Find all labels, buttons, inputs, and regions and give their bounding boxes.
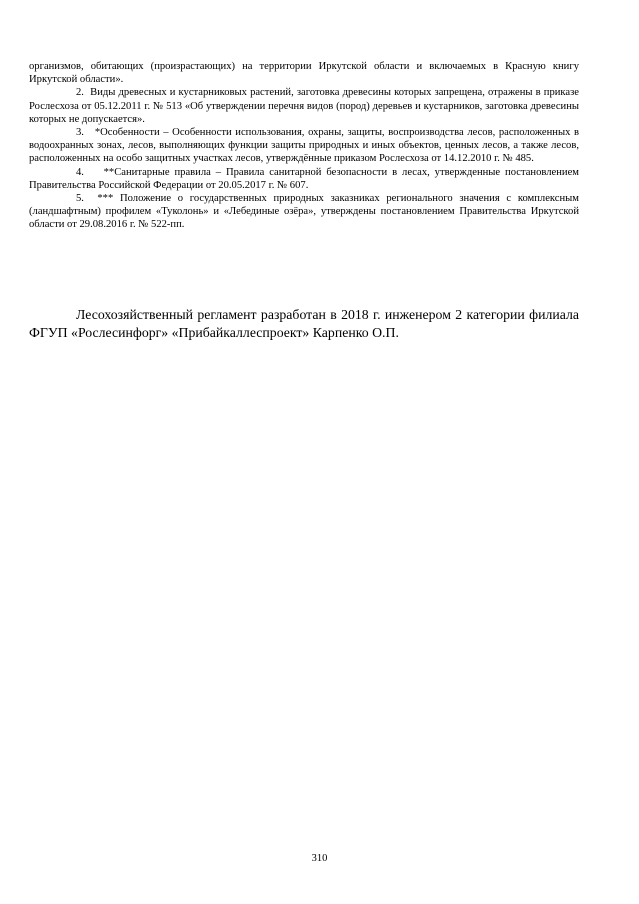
footnotes-block bbox=[29, 60, 579, 232]
note-item-5: 5. *** Положение о государственных природных заказниках регионального значения с комплексным (ландшафтным) профилем «Туколонь» и «Лебединые озёра», утверждены постановлением Правительства Иркутской области от 29.08.2016 г. № 522-пп. bbox=[29, 193, 579, 231]
page-number: 310 bbox=[311, 853, 328, 864]
note-item-4: 4. **Санитарные правила – Правила санитарной безопасности в лесах, утвержденные постановлением Правительства Российской Федерации от 20.05.2017 г. № 607. bbox=[29, 166, 579, 191]
note-item-3: 3. *Особенности – Особенности использования, охраны, защиты, воспроизводства лесов, расположенных в водоохранных зонах, лесов, выполняющих функции защиты природных и иных объектов, ценных лесов, а также лесов, расположенных на особо защитных участках лесов, утверждённые приказом Рослесхоза от 14.12.2010 г. № 485. bbox=[29, 127, 579, 165]
regulation-author-statement: Лесохозяйственный регламент разработан в 2018 г. инженером 2 категории филиала ФГУП «Рослесинфорг» «Прибайкаллеспроект» Карпенко О.П. bbox=[29, 307, 579, 340]
note-continuation: организмов, обитающих (произрастающих) на территории Иркутской области и включаемых в Красную книгу Иркутской области». bbox=[29, 61, 579, 86]
note-item-2: 2. Виды древесных и кустарниковых растений, заготовка древесины которых запрещена, отражены в приказе Рослесхоза от 05.12.2011 г. № 513 «Об утверждении перечня видов (пород) деревьев и кустарников, заготовка древесины которых не допускается». bbox=[29, 87, 579, 125]
